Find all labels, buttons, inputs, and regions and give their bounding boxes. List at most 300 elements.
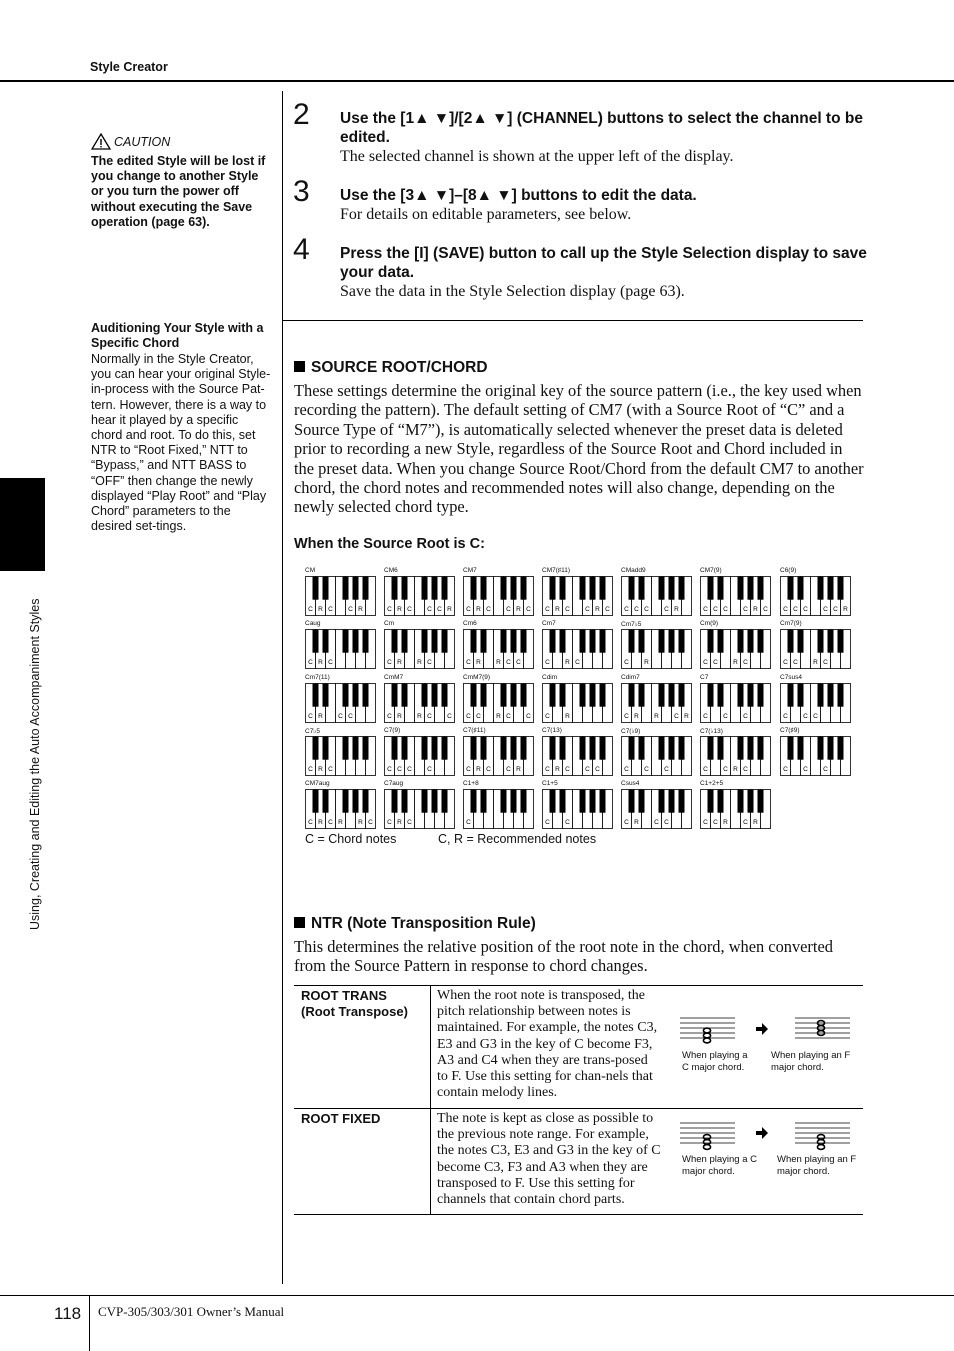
chord-name: C7♭5 <box>305 728 320 735</box>
chord-name: CM <box>305 567 316 574</box>
black-key <box>363 577 369 600</box>
staff-f-major-icon <box>795 1015 850 1045</box>
black-key <box>738 577 744 600</box>
note-mark: R <box>753 606 758 613</box>
note-mark: C <box>624 766 629 773</box>
keyboard-icon <box>463 789 534 830</box>
steps-divider <box>283 320 863 321</box>
chord-name: Cm6 <box>463 620 477 627</box>
note-mark: C <box>565 766 570 773</box>
step-instruction: Press the [I] (SAVE) button to call up the Style Selection display to save your data. <box>340 245 867 281</box>
manual-title: CVP-305/303/301 Owner’s Manual <box>98 1304 285 1319</box>
staff-caption: When playing an F major chord. <box>777 1154 857 1177</box>
note-mark: C <box>703 766 708 773</box>
chord-name: C6(9) <box>780 567 797 574</box>
note-mark: C <box>526 713 531 720</box>
black-key <box>521 577 527 600</box>
black-key <box>600 737 606 760</box>
note-mark: R <box>496 713 501 720</box>
note-mark: C <box>427 766 432 773</box>
note-mark: C <box>407 819 412 826</box>
note-mark: C <box>397 766 402 773</box>
note-mark: C <box>803 766 808 773</box>
note-mark: C <box>348 713 353 720</box>
chord-diagram <box>780 567 850 617</box>
chord-diagram <box>384 567 454 617</box>
black-key <box>313 737 319 760</box>
note-mark: C <box>743 713 748 720</box>
note-mark: C <box>664 766 669 773</box>
black-key <box>560 684 566 707</box>
keyboard-icon <box>305 789 376 830</box>
keyboard-icon <box>463 629 534 670</box>
note-mark: R <box>555 606 560 613</box>
chord-name: CM7(♯11) <box>542 567 571 574</box>
chord-diagram <box>463 727 533 777</box>
black-key <box>838 737 844 760</box>
note-mark: R <box>634 819 639 826</box>
step-detail: Save the data in the Style Selection display (page 63). <box>340 283 685 300</box>
note-mark: C <box>328 606 333 613</box>
step-instruction: Use the [1▲ ▼]/[2▲ ▼] (CHANNEL) buttons to select the channel to be edited. <box>340 110 863 146</box>
chord-diagram <box>305 727 375 777</box>
keyboard-icon <box>542 683 613 724</box>
note-mark: C <box>506 659 511 666</box>
black-key <box>639 577 645 600</box>
chord-name: Caug <box>305 620 321 627</box>
note-mark: C <box>644 606 649 613</box>
black-key <box>402 790 408 813</box>
source-root-description: These settings determine the original key of the source pattern (i.e., the key used when recording the pattern). The default setting of CM7 (with a Source Root of “C” and a Source Type of “M7”), is automatically selected whenever the preset data is deleted prior to recording a new Style, regardless of the Source Root and Chord included in the preset data. When you change Source Root/Chord from the default CM7 to another chord, the chord notes and recommended notes will also change, depending on the newly selected chord type. <box>294 381 864 517</box>
black-key <box>639 737 645 760</box>
step-detail: The selected channel is shown at the upper left of the display. <box>340 148 734 165</box>
note-mark: R <box>595 606 600 613</box>
keyboard-icon <box>542 736 613 777</box>
black-key <box>402 577 408 600</box>
black-key <box>708 630 714 653</box>
black-key <box>748 630 754 653</box>
black-key <box>511 790 517 813</box>
black-key <box>629 577 635 600</box>
note-mark: R <box>358 606 363 613</box>
black-key <box>471 790 477 813</box>
note-mark: C <box>545 819 550 826</box>
black-key <box>788 737 794 760</box>
black-key <box>639 790 645 813</box>
keyboard-icon <box>621 576 692 617</box>
note-mark: C <box>595 766 600 773</box>
black-key <box>659 790 665 813</box>
black-key <box>590 737 596 760</box>
black-key <box>818 630 824 653</box>
chord-diagram <box>463 674 533 724</box>
note-mark: C <box>823 766 828 773</box>
chord-name: Cm7♭5 <box>621 621 642 628</box>
black-key <box>323 790 329 813</box>
arrow-right-icon <box>756 1127 768 1139</box>
chord-name: C1+5 <box>542 780 558 787</box>
keyboard-icon <box>700 576 771 617</box>
keyboard-icon <box>700 789 771 830</box>
note-mark: C <box>743 606 748 613</box>
black-key <box>481 577 487 600</box>
note-mark: C <box>387 659 392 666</box>
black-key <box>392 737 398 760</box>
chord-diagram <box>384 727 454 777</box>
note-mark: C <box>703 713 708 720</box>
black-key <box>550 577 556 600</box>
staff-c-major-icon <box>680 1015 735 1045</box>
black-key <box>323 684 329 707</box>
note-mark: C <box>516 659 521 666</box>
black-key <box>629 790 635 813</box>
black-key <box>442 737 448 760</box>
black-key <box>432 630 438 653</box>
note-mark: C <box>783 606 788 613</box>
note-mark: C <box>624 606 629 613</box>
note-mark: C <box>368 819 373 826</box>
black-key <box>629 737 635 760</box>
note-mark: C <box>506 606 511 613</box>
black-key <box>679 577 685 600</box>
note-mark: C <box>605 606 610 613</box>
black-key <box>501 684 507 707</box>
chord-name: C7(♯9) <box>780 727 800 734</box>
black-key <box>828 737 834 760</box>
black-key <box>511 684 517 707</box>
black-key <box>818 737 824 760</box>
chord-diagram <box>621 567 691 617</box>
black-key <box>521 630 527 653</box>
note-mark: C <box>338 713 343 720</box>
black-key <box>580 790 586 813</box>
black-key <box>580 630 586 653</box>
note-mark: R <box>318 659 323 666</box>
note-mark: C <box>466 819 471 826</box>
note-mark: C <box>823 606 828 613</box>
black-key <box>758 790 764 813</box>
black-key <box>550 684 556 707</box>
source-root-subheading: When the Source Root is C: <box>294 536 485 552</box>
black-key <box>343 577 349 600</box>
keyboard-icon <box>463 736 534 777</box>
note-mark: C <box>634 606 639 613</box>
black-key <box>432 577 438 600</box>
black-key <box>738 790 744 813</box>
note-mark: C <box>813 713 818 720</box>
chord-name: Cm(9) <box>700 620 719 627</box>
note-mark: C <box>723 606 728 613</box>
note-mark: C <box>793 606 798 613</box>
caution-title: CAUTION <box>114 135 171 149</box>
keyboard-icon <box>542 576 613 617</box>
keyboard-icon <box>621 789 692 830</box>
note-mark: R <box>318 606 323 613</box>
note-mark: C <box>437 606 442 613</box>
chord-diagram <box>542 727 612 777</box>
legend-chord-notes: C = Chord notes <box>305 832 397 846</box>
black-key <box>353 577 359 600</box>
black-key <box>798 737 804 760</box>
chord-diagram <box>305 674 375 724</box>
chord-diagram <box>700 727 770 777</box>
note-mark: R <box>516 766 521 773</box>
note-mark: C <box>674 713 679 720</box>
footer-divider <box>89 1296 90 1351</box>
keyboard-icon <box>780 683 851 724</box>
note-mark: C <box>783 659 788 666</box>
note-mark: C <box>793 659 798 666</box>
black-key <box>323 577 329 600</box>
note-mark: C <box>713 819 718 826</box>
black-key <box>798 684 804 707</box>
chord-name: CM7 <box>463 567 477 574</box>
staff-f-major-icon <box>795 1120 850 1152</box>
note-mark: R <box>565 713 570 720</box>
chord-name: CMadd9 <box>621 567 646 574</box>
note-mark: R <box>397 659 402 666</box>
black-key <box>788 684 794 707</box>
note-mark: C <box>427 713 432 720</box>
ntr-row-label: ROOT FIXED <box>301 1111 381 1126</box>
black-key <box>432 790 438 813</box>
black-key <box>748 737 754 760</box>
note-mark: C <box>308 819 313 826</box>
chord-name: C7sus4 <box>780 674 803 681</box>
sidenote-text: Normally in the Style Creator, you can hear your original Style-in-process with the Source Pat-tern. However, there is a way to hear it played by a specific chord and root. To do this, set NTR to “Root Fixed,” NTT to “Bypass,” and NTT BASS to “OFF” then change the newly displayed “Play Root” and “Play Chord” parameters to the desired set-tings. <box>91 352 271 534</box>
black-key <box>708 577 714 600</box>
ntr-heading-text: NTR (Note Transposition Rule) <box>311 915 536 932</box>
black-key <box>363 790 369 813</box>
note-mark: R <box>358 819 363 826</box>
black-key <box>590 790 596 813</box>
chord-diagram <box>621 780 691 830</box>
note-mark: C <box>308 713 313 720</box>
chord-name: CmM7(9) <box>463 674 491 681</box>
note-mark: R <box>338 819 343 826</box>
chord-diagram <box>542 620 612 670</box>
black-key <box>422 577 428 600</box>
note-mark: C <box>427 606 432 613</box>
note-mark: R <box>634 713 639 720</box>
black-key <box>590 577 596 600</box>
ntr-row-text: When the root note is transposed, the pitch relationship between notes is maintained. For example, the notes C3, E3 and G3 in the key of C become F3, A3 and C4 when they are trans-posed to F. Use this setting for chan-nels that contain melody lines. <box>437 988 658 1101</box>
black-key <box>818 684 824 707</box>
note-mark: C <box>476 713 481 720</box>
note-mark: C <box>743 659 748 666</box>
black-key <box>471 630 477 653</box>
step-detail: For details on editable parameters, see below. <box>340 206 632 223</box>
black-key <box>363 737 369 760</box>
note-mark: R <box>397 606 402 613</box>
black-key <box>718 684 724 707</box>
chord-name: C7(♯11) <box>463 727 486 734</box>
chord-name: Cm7(11) <box>305 674 330 681</box>
note-mark: C <box>486 766 491 773</box>
note-mark: R <box>417 659 422 666</box>
black-key <box>353 684 359 707</box>
note-mark: C <box>328 766 333 773</box>
note-mark: C <box>803 713 808 720</box>
black-key <box>798 577 804 600</box>
note-mark: C <box>783 713 788 720</box>
note-mark: C <box>545 766 550 773</box>
black-key <box>402 630 408 653</box>
black-key <box>679 630 685 653</box>
table-rule <box>294 1108 863 1109</box>
black-key <box>363 684 369 707</box>
black-key <box>838 630 844 653</box>
black-key <box>481 630 487 653</box>
keyboard-icon <box>305 576 376 617</box>
black-key <box>442 790 448 813</box>
note-mark: R <box>674 606 679 613</box>
black-key <box>639 684 645 707</box>
note-mark: R <box>318 766 323 773</box>
note-mark: C <box>387 713 392 720</box>
black-key <box>501 577 507 600</box>
black-key <box>343 790 349 813</box>
black-key <box>313 684 319 707</box>
side-tab-label: Using, Creating and Editing the Auto Accompaniment Styles <box>28 598 42 930</box>
note-mark: R <box>476 766 481 773</box>
note-mark: C <box>328 659 333 666</box>
staff-c-major-icon <box>680 1120 735 1152</box>
header-rule <box>0 80 954 82</box>
caution-icon <box>91 133 111 155</box>
chord-diagram <box>463 567 533 617</box>
keyboard-icon <box>621 629 692 670</box>
black-key <box>708 790 714 813</box>
black-key <box>669 737 675 760</box>
note-mark: R <box>397 713 402 720</box>
note-mark: C <box>664 606 669 613</box>
note-mark: C <box>703 819 708 826</box>
note-mark: R <box>733 766 738 773</box>
black-key <box>363 630 369 653</box>
note-mark: R <box>417 713 422 720</box>
keyboard-icon <box>463 576 534 617</box>
black-key <box>323 630 329 653</box>
caution-text: The edited Style will be lost if you change to another Style or you turn the power off without executing the Save operation (page 63). <box>91 154 266 229</box>
black-key <box>718 577 724 600</box>
ntr-row-label: ROOT TRANS (Root Transpose) <box>301 988 408 1019</box>
note-mark: R <box>476 606 481 613</box>
black-key <box>580 577 586 600</box>
chord-name: CM7aug <box>305 780 330 787</box>
black-key <box>679 790 685 813</box>
keyboard-icon <box>700 736 771 777</box>
note-mark: C <box>713 659 718 666</box>
black-key <box>402 684 408 707</box>
chord-name: C7aug <box>384 780 404 787</box>
keyboard-icon <box>463 683 534 724</box>
arrow-right-icon <box>756 1023 768 1035</box>
black-key <box>392 790 398 813</box>
footer-rule <box>0 1295 954 1296</box>
keyboard-icon <box>542 789 613 830</box>
black-key <box>758 737 764 760</box>
step-instruction: Use the [3▲ ▼]–[8▲ ▼] buttons to edit the data. <box>340 187 697 204</box>
black-key <box>629 630 635 653</box>
black-key <box>471 577 477 600</box>
source-root-heading-text: SOURCE ROOT/CHORD <box>311 359 488 376</box>
black-key <box>422 684 428 707</box>
note-mark: C <box>575 659 580 666</box>
table-rule <box>294 1214 863 1215</box>
chord-diagram <box>305 780 375 830</box>
chord-diagram <box>384 780 454 830</box>
black-key <box>659 577 665 600</box>
chord-name: C1+8 <box>463 780 479 787</box>
note-mark: C <box>387 819 392 826</box>
step-number: 2 <box>293 98 310 131</box>
black-key <box>828 630 834 653</box>
note-mark: C <box>387 606 392 613</box>
ntr-row-text: The note is kept as close as possible to the previous note range. For example, the notes C3, E3 and G3 in the key of C become C3, F3 and A3 when they are transposed to F. Use this setting for channels that contain chord parts. <box>437 1111 661 1208</box>
note-mark: C <box>743 766 748 773</box>
ntr-heading <box>294 915 536 933</box>
note-mark: C <box>387 766 392 773</box>
note-mark: C <box>466 659 471 666</box>
black-key <box>560 577 566 600</box>
black-key <box>471 684 477 707</box>
chord-name: Cm7 <box>542 620 556 627</box>
black-key <box>550 790 556 813</box>
black-key <box>639 630 645 653</box>
note-mark: C <box>664 819 669 826</box>
black-key <box>353 737 359 760</box>
staff-caption: When playing a C major chord. <box>682 1050 748 1073</box>
chord-name: CmM7 <box>384 674 404 681</box>
table-column-divider <box>430 986 431 1214</box>
chord-diagram <box>621 727 691 777</box>
note-mark: C <box>723 713 728 720</box>
black-key <box>748 790 754 813</box>
note-mark: C <box>348 606 353 613</box>
note-mark: R <box>733 659 738 666</box>
note-mark: C <box>624 659 629 666</box>
black-key <box>392 684 398 707</box>
black-key <box>669 790 675 813</box>
chord-name: Cm <box>384 620 395 627</box>
note-mark: R <box>318 713 323 720</box>
black-key <box>590 684 596 707</box>
column-divider <box>282 91 283 1284</box>
note-mark: R <box>654 713 659 720</box>
chord-diagram <box>700 780 770 830</box>
keyboard-icon <box>700 683 771 724</box>
black-key <box>828 577 834 600</box>
black-key <box>669 577 675 600</box>
chord-diagram <box>542 674 612 724</box>
black-key <box>313 577 319 600</box>
note-mark: C <box>466 606 471 613</box>
black-key <box>788 630 794 653</box>
note-mark: C <box>545 659 550 666</box>
note-mark: C <box>823 659 828 666</box>
note-mark: C <box>743 819 748 826</box>
note-mark: C <box>644 766 649 773</box>
black-key <box>550 630 556 653</box>
note-mark: C <box>803 606 808 613</box>
keyboard-icon <box>384 576 455 617</box>
black-key <box>313 630 319 653</box>
source-root-heading <box>294 359 488 377</box>
note-mark: C <box>763 606 768 613</box>
section-header: Style Creator <box>90 60 168 74</box>
black-key <box>481 737 487 760</box>
